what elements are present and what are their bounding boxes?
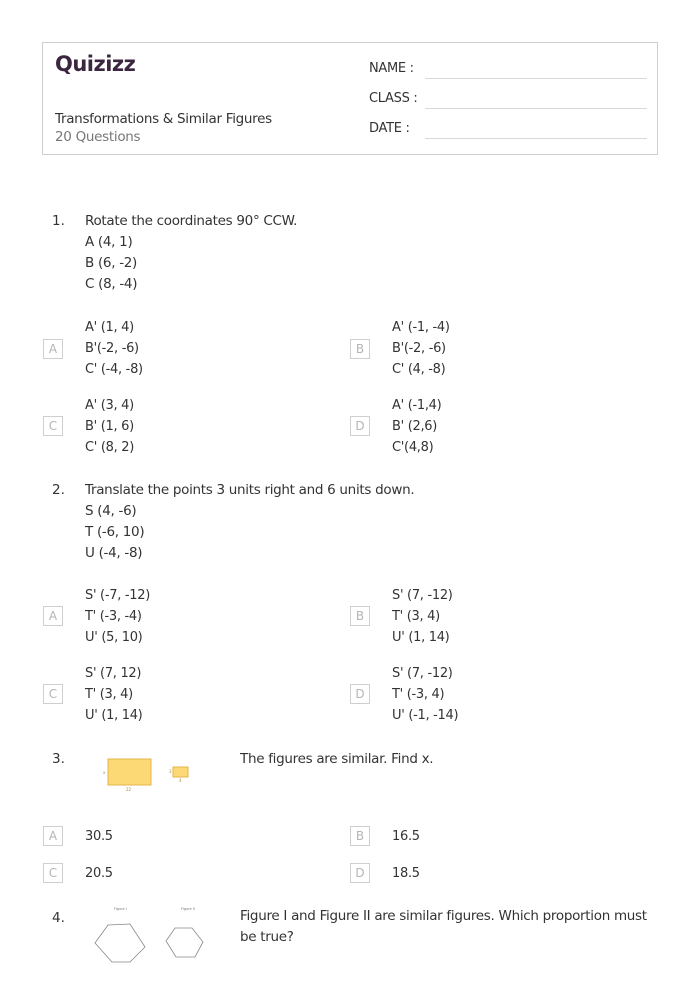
- option-line: S' (7, 12): [85, 666, 142, 681]
- prompt-line: be true?: [240, 929, 294, 945]
- svg-text:4: 4: [179, 778, 182, 783]
- question-3-option-b[interactable]: 16.5: [392, 829, 420, 844]
- question-2-prompt: [85, 480, 414, 564]
- prompt-text: Translate the points 3 units right and 6 units down.: [85, 482, 415, 498]
- option-line: T' (3, 4): [85, 687, 133, 702]
- option-box-d[interactable]: D: [350, 416, 370, 436]
- option-line: B'(-2, -6): [392, 341, 446, 356]
- quizizz-logo: Quizizz: [55, 52, 136, 76]
- option-box-a[interactable]: A: [43, 339, 63, 359]
- option-line: B' (2,6): [392, 419, 438, 434]
- question-1-option-c[interactable]: [85, 395, 134, 458]
- option-line: A' (-1, -4): [392, 320, 450, 335]
- svg-text:3: 3: [169, 769, 172, 774]
- question-count: 20 Questions: [55, 129, 141, 145]
- question-1-option-b[interactable]: [392, 317, 450, 380]
- option-line: U' (1, 14): [392, 630, 450, 645]
- name-label: NAME :: [369, 61, 414, 76]
- point-a: A (4, 1): [85, 234, 133, 250]
- question-4-number: 4.: [52, 910, 65, 926]
- option-line: B'(-2, -6): [85, 341, 139, 356]
- prompt-text: Rotate the coordinates 90° CCW.: [85, 213, 298, 229]
- option-line: A' (-1,4): [392, 398, 442, 413]
- svg-text:Figure I: Figure I: [114, 907, 127, 911]
- option-line: C' (4, -8): [392, 362, 446, 377]
- option-box-a[interactable]: A: [43, 826, 63, 846]
- option-line: S' (7, -12): [392, 588, 453, 603]
- question-1-number: 1.: [52, 213, 65, 229]
- point-s: S (4, -6): [85, 503, 137, 519]
- question-1-prompt: [85, 211, 297, 295]
- option-line: T' (3, 4): [392, 609, 440, 624]
- prompt-line: Figure I and Figure II are similar figures. Which proportion must: [240, 908, 647, 924]
- worksheet-header: [42, 42, 658, 155]
- option-line: C'(4,8): [392, 440, 434, 455]
- option-line: T' (-3, -4): [85, 609, 142, 624]
- question-2-option-c[interactable]: [85, 663, 142, 726]
- option-line: A' (1, 4): [85, 320, 134, 335]
- option-line: A' (3, 4): [85, 398, 134, 413]
- option-line: S' (7, -12): [392, 666, 453, 681]
- date-label: DATE :: [369, 121, 410, 136]
- option-line: C' (8, 2): [85, 440, 135, 455]
- svg-text:Figure II: Figure II: [181, 907, 195, 911]
- worksheet-title: Transformations & Similar Figures: [55, 111, 272, 127]
- question-3-prompt: The figures are similar. Find x.: [240, 751, 434, 767]
- option-box-c[interactable]: C: [43, 863, 63, 883]
- class-label: CLASS :: [369, 91, 418, 106]
- option-line: T' (-3, 4): [392, 687, 445, 702]
- question-3-option-a[interactable]: 30.5: [85, 829, 113, 844]
- question-3-option-c[interactable]: 20.5: [85, 866, 113, 881]
- option-box-c[interactable]: C: [43, 416, 63, 436]
- name-field[interactable]: [425, 78, 647, 79]
- option-line: C' (-4, -8): [85, 362, 143, 377]
- question-3-number: 3.: [52, 751, 65, 767]
- class-field[interactable]: [425, 108, 647, 109]
- option-box-b[interactable]: B: [350, 606, 370, 626]
- point-u: U (-4, -8): [85, 545, 143, 561]
- question-3-option-d[interactable]: 18.5: [392, 866, 420, 881]
- option-box-d[interactable]: D: [350, 684, 370, 704]
- option-box-a[interactable]: A: [43, 606, 63, 626]
- option-line: U' (5, 10): [85, 630, 143, 645]
- point-t: T (-6, 10): [85, 524, 145, 540]
- option-line: S' (-7, -12): [85, 588, 150, 603]
- similar-hexagons-figure: [90, 903, 220, 968]
- option-box-c[interactable]: C: [43, 684, 63, 704]
- question-2-option-b[interactable]: [392, 585, 453, 648]
- date-field[interactable]: [425, 138, 647, 139]
- point-c: C (8, -4): [85, 276, 138, 292]
- question-2-number: 2.: [52, 482, 65, 498]
- question-1-option-d[interactable]: [392, 395, 441, 458]
- option-line: U' (1, 14): [85, 708, 143, 723]
- option-line: U' (-1, -14): [392, 708, 459, 723]
- question-2-option-d[interactable]: [392, 663, 458, 726]
- similar-rectangles-figure: [100, 755, 200, 795]
- option-box-b[interactable]: B: [350, 339, 370, 359]
- point-b: B (6, -2): [85, 255, 138, 271]
- option-box-d[interactable]: D: [350, 863, 370, 883]
- svg-text:x: x: [103, 770, 106, 775]
- option-line: B' (1, 6): [85, 419, 134, 434]
- question-1-option-a[interactable]: [85, 317, 143, 380]
- svg-text:22: 22: [126, 787, 132, 792]
- question-4-prompt: [240, 906, 647, 948]
- option-box-b[interactable]: B: [350, 826, 370, 846]
- question-2-option-a[interactable]: [85, 585, 150, 648]
